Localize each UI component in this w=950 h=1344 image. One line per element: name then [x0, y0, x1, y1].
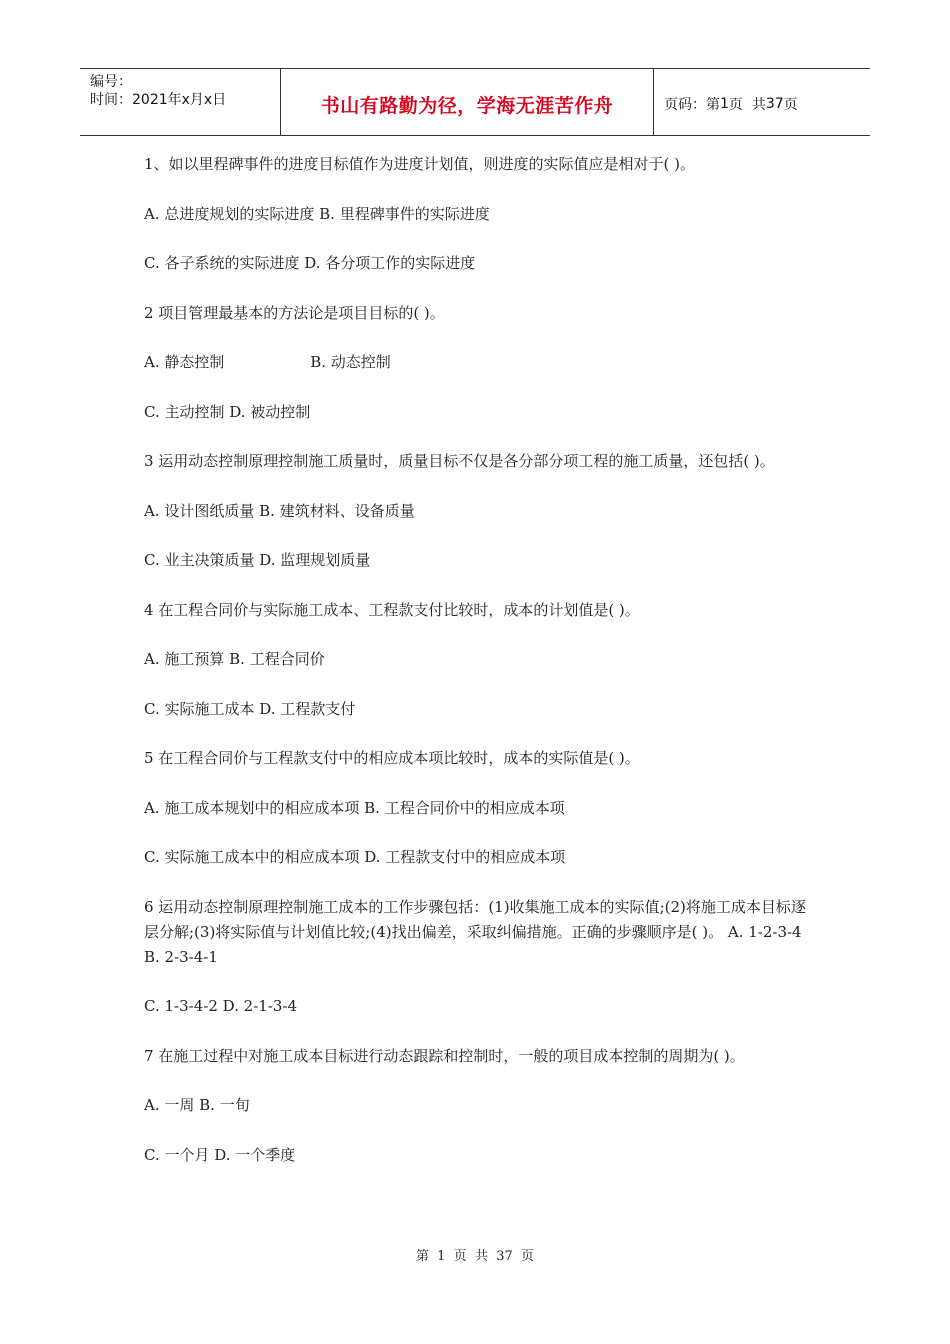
question-5: 5 在工程合同价与工程款支付中的相应成本项比较时，成本的实际值是( )。 [144, 749, 640, 767]
page-total: 37 [765, 96, 784, 112]
question-6: 6 运用动态控制原理控制施工成本的工作步骤包括：(1)收集施工成本的实际值;(2)将施工成本目标逐层分解;(3)将实际值与计划值比较;(4)找出偏差，采取纠偏措施。正确的步骤顺序是( )。 A. 1-2-3-4 B. 2-3-4-1 [144, 897, 806, 966]
header-page-code [654, 69, 870, 135]
question-7-options-ab: A. 一周 B. 一旬 [144, 1096, 250, 1114]
question-3: 3 运用动态控制原理控制施工质量时，质量目标不仅是各分部分项工程的施工质量，还包括( )。 [144, 452, 775, 470]
question-4-options-cd: C. 实际施工成本 D. 工程款支付 [144, 699, 356, 718]
page-footer: 第 1 页 共 37 页 [415, 1249, 535, 1264]
question-4: 4 在工程合同价与实际施工成本、工程款支付比较时，成本的计划值是( )。 [144, 600, 640, 619]
page-mid: 页 共 [728, 97, 766, 113]
question-7: 7 在施工过程中对施工成本目标进行动态跟踪和控制时，一般的项目成本控制的周期为( )。 [144, 1046, 745, 1065]
number-label: 编号： [90, 74, 132, 90]
page-current: 1 [720, 96, 729, 112]
question-2-options-ab: A. 静态控制 B. 动态控制 [144, 353, 391, 371]
question-3-options-cd: C. 业主决策质量 D. 监理规划质量 [144, 551, 371, 569]
time-label: 时间：2021年x月x日 [90, 92, 227, 108]
document-body [144, 152, 810, 1192]
question-2: 2 项目管理最基本的方法论是项目目标的( )。 [144, 303, 445, 322]
question-1: 1、如以里程碑事件的进度目标值作为进度计划值，则进度的实际值应是相对于( )。 [144, 155, 696, 173]
question-1-options-cd: C. 各子系统的实际进度 D. 各分项工作的实际进度 [144, 254, 476, 272]
header-meta [80, 69, 281, 135]
question-1-options-ab: A. 总进度规划的实际进度 B. 里程碑事件的实际进度 [144, 204, 490, 223]
question-6-options-cd: C. 1-3-4-2 D. 2-1-3-4 [144, 997, 298, 1015]
page-suffix: 页 [783, 97, 798, 113]
page-header [80, 68, 870, 136]
header-motto: 书山有路勤为径，学海无涯苦作舟 [281, 69, 654, 135]
question-7-options-cd: C. 一个月 D. 一个季度 [144, 1145, 296, 1164]
question-5-options-ab: A. 施工成本规划中的相应成本项 B. 工程合同价中的相应成本项 [144, 798, 565, 817]
question-5-options-cd: C. 实际施工成本中的相应成本项 D. 工程款支付中的相应成本项 [144, 848, 566, 866]
question-3-options-ab: A. 设计图纸质量 B. 建筑材料、设备质量 [144, 501, 415, 520]
page-code-prefix: 页码：第 [664, 97, 720, 113]
question-2-options-cd: C. 主动控制 D. 被动控制 [144, 402, 311, 421]
question-4-options-ab: A. 施工预算 B. 工程合同价 [144, 650, 325, 668]
